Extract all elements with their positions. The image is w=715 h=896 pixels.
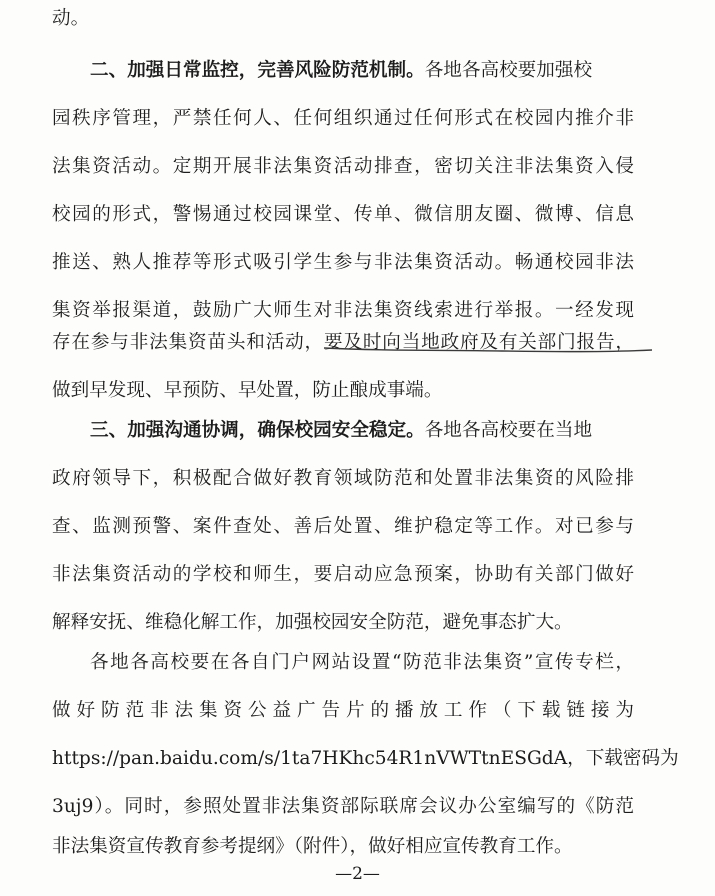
text-line-5: 校园的形式，警惕通过校园课堂、传单、微信朋友圈、微博、信息 <box>52 204 634 225</box>
section-2-heading: 二、加强日常监控，完善风险防范机制。 <box>90 60 425 81</box>
text-line-7: 集资举报渠道，鼓励广大师生对非法集资线索进行举报。一经发现 <box>52 300 634 321</box>
download-link-line: https://pan.baidu.com/s/1ta7HKhc54R1nVWTtnESGdA，下载密码为 <box>52 748 679 769</box>
text-line-20: 非法集资宣传教育参考提纲》（附件），做好相应宣传教育工作。 <box>52 836 573 857</box>
text-line-16: 各地各高校要在各自门户网站设置“防范非法集资”宣传专栏， <box>90 652 634 673</box>
text-line-14: 非法集资活动的学校和师生，要启动应急预案，协助有关部门做好 <box>52 564 634 585</box>
text-line-19: 3uj9）。同时，参照处置非法集资部际联席会议办公室编写的《防范 <box>52 796 634 817</box>
text-line-1: 动。 <box>52 8 90 29</box>
section-2-paragraph-line-1 <box>90 58 592 84</box>
text-line-6: 推送、熟人推荐等形式吸引学生参与非法集资活动。畅通校园非法 <box>52 252 634 273</box>
section-3-heading: 三、加强沟通协调，确保校园安全稳定。 <box>90 420 425 441</box>
section-3-heading-tail: 各地各高校要在当地 <box>424 420 593 441</box>
text-line-13: 查、监测预警、案件查处、善后处置、维护稳定等工作。对已参与 <box>52 516 634 537</box>
text-line-3: 园秩序管理，严禁任何人、任何组织通过任何形式在校园内推介非 <box>52 108 634 129</box>
text-line-17: 做好防范非法集资公益广告片的播放工作（下载链接为 <box>52 700 634 721</box>
text-line-15: 解释安抚、维稳化解工作，加强校园安全防范，避免事态扩大。 <box>52 612 573 633</box>
page-number: —2— <box>335 864 380 884</box>
text-line-8-underlined: 存在参与非法集资苗头和活动，要及时向当地政府及有关部门报告， <box>52 332 634 353</box>
section-2-heading-tail: 各地各高校要加强校 <box>424 60 593 81</box>
text-line-12: 政府领导下，积极配合做好教育领域防范和处置非法集资的风险排 <box>52 468 634 489</box>
text-line-4: 法集资活动。定期开展非法集资活动排查，密切关注非法集资入侵 <box>52 156 634 177</box>
section-3-paragraph-line-1 <box>90 418 592 444</box>
text-line-9: 做到早发现、早预防、早处置，防止酿成事端。 <box>52 380 443 401</box>
